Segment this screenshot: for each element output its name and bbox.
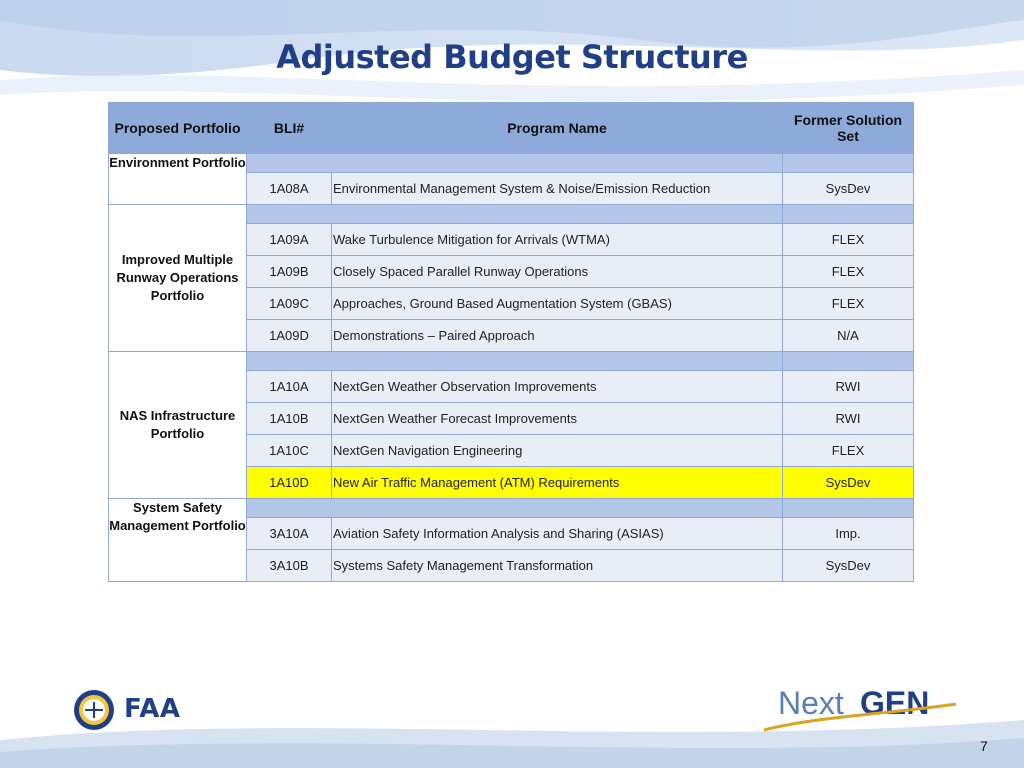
- faa-seal-icon: [72, 688, 116, 732]
- header-proposed-portfolio: Proposed Portfolio: [109, 103, 247, 154]
- spacer-cell: [783, 205, 914, 224]
- bli-cell: 1A10B: [247, 403, 332, 435]
- group-spacer-row: [109, 352, 914, 371]
- program-name-cell: Environmental Management System & Noise/Emission Reduction: [332, 173, 783, 205]
- solution-set-cell: FLEX: [783, 224, 914, 256]
- solution-set-cell: FLEX: [783, 288, 914, 320]
- spacer-cell: [783, 499, 914, 518]
- portfolio-label: Environment Portfolio: [109, 154, 247, 205]
- header-program-name: Program Name: [332, 103, 783, 154]
- portfolio-label: Improved Multiple Runway Operations Portfolio: [109, 205, 247, 352]
- solution-set-cell: RWI: [783, 371, 914, 403]
- header-bli: BLI#: [247, 103, 332, 154]
- spacer-cell: [247, 499, 783, 518]
- solution-set-cell: RWI: [783, 403, 914, 435]
- program-name-cell: NextGen Weather Forecast Improvements: [332, 403, 783, 435]
- bli-cell: 1A10D: [247, 467, 332, 499]
- group-spacer-row: [109, 154, 914, 173]
- solution-set-cell: SysDev: [783, 550, 914, 582]
- group-spacer-row: [109, 499, 914, 518]
- spacer-cell: [783, 154, 914, 173]
- bli-cell: 1A09A: [247, 224, 332, 256]
- bli-cell: 1A09D: [247, 320, 332, 352]
- program-name-cell: Approaches, Ground Based Augmentation System (GBAS): [332, 288, 783, 320]
- bli-cell: 1A10C: [247, 435, 332, 467]
- spacer-cell: [783, 352, 914, 371]
- portfolio-label: System Safety Management Portfolio: [109, 499, 247, 582]
- faa-label: FAA: [124, 694, 181, 724]
- budget-table: [108, 102, 914, 582]
- program-name-cell: Wake Turbulence Mitigation for Arrivals (WTMA): [332, 224, 783, 256]
- solution-set-cell: SysDev: [783, 467, 914, 499]
- nextgen-logo-next: Next: [778, 685, 844, 721]
- spacer-cell: [247, 352, 783, 371]
- table-header-row: [109, 103, 914, 154]
- group-spacer-row: [109, 205, 914, 224]
- solution-set-cell: FLEX: [783, 435, 914, 467]
- nextgen-logo-gen: GEN: [860, 685, 930, 721]
- program-name-cell: Aviation Safety Information Analysis and Sharing (ASIAS): [332, 518, 783, 550]
- bli-cell: 3A10A: [247, 518, 332, 550]
- program-name-cell: NextGen Navigation Engineering: [332, 435, 783, 467]
- nextgen-logo: [760, 680, 960, 734]
- solution-set-cell: N/A: [783, 320, 914, 352]
- program-name-cell: Systems Safety Management Transformation: [332, 550, 783, 582]
- page-number: 7: [980, 738, 988, 754]
- program-name-cell: Demonstrations – Paired Approach: [332, 320, 783, 352]
- bli-cell: 1A09B: [247, 256, 332, 288]
- solution-set-cell: SysDev: [783, 173, 914, 205]
- spacer-cell: [247, 154, 783, 173]
- solution-set-cell: Imp.: [783, 518, 914, 550]
- bli-cell: 1A10A: [247, 371, 332, 403]
- program-name-cell: Closely Spaced Parallel Runway Operations: [332, 256, 783, 288]
- spacer-cell: [247, 205, 783, 224]
- slide-title: Adjusted Budget Structure: [276, 38, 748, 76]
- program-name-cell: NextGen Weather Observation Improvements: [332, 371, 783, 403]
- program-name-cell: New Air Traffic Management (ATM) Requirements: [332, 467, 783, 499]
- header-former-solution-set: Former Solution Set: [783, 103, 914, 154]
- portfolio-label: NAS Infrastructure Portfolio: [109, 352, 247, 499]
- solution-set-cell: FLEX: [783, 256, 914, 288]
- bli-cell: 3A10B: [247, 550, 332, 582]
- bli-cell: 1A08A: [247, 173, 332, 205]
- bli-cell: 1A09C: [247, 288, 332, 320]
